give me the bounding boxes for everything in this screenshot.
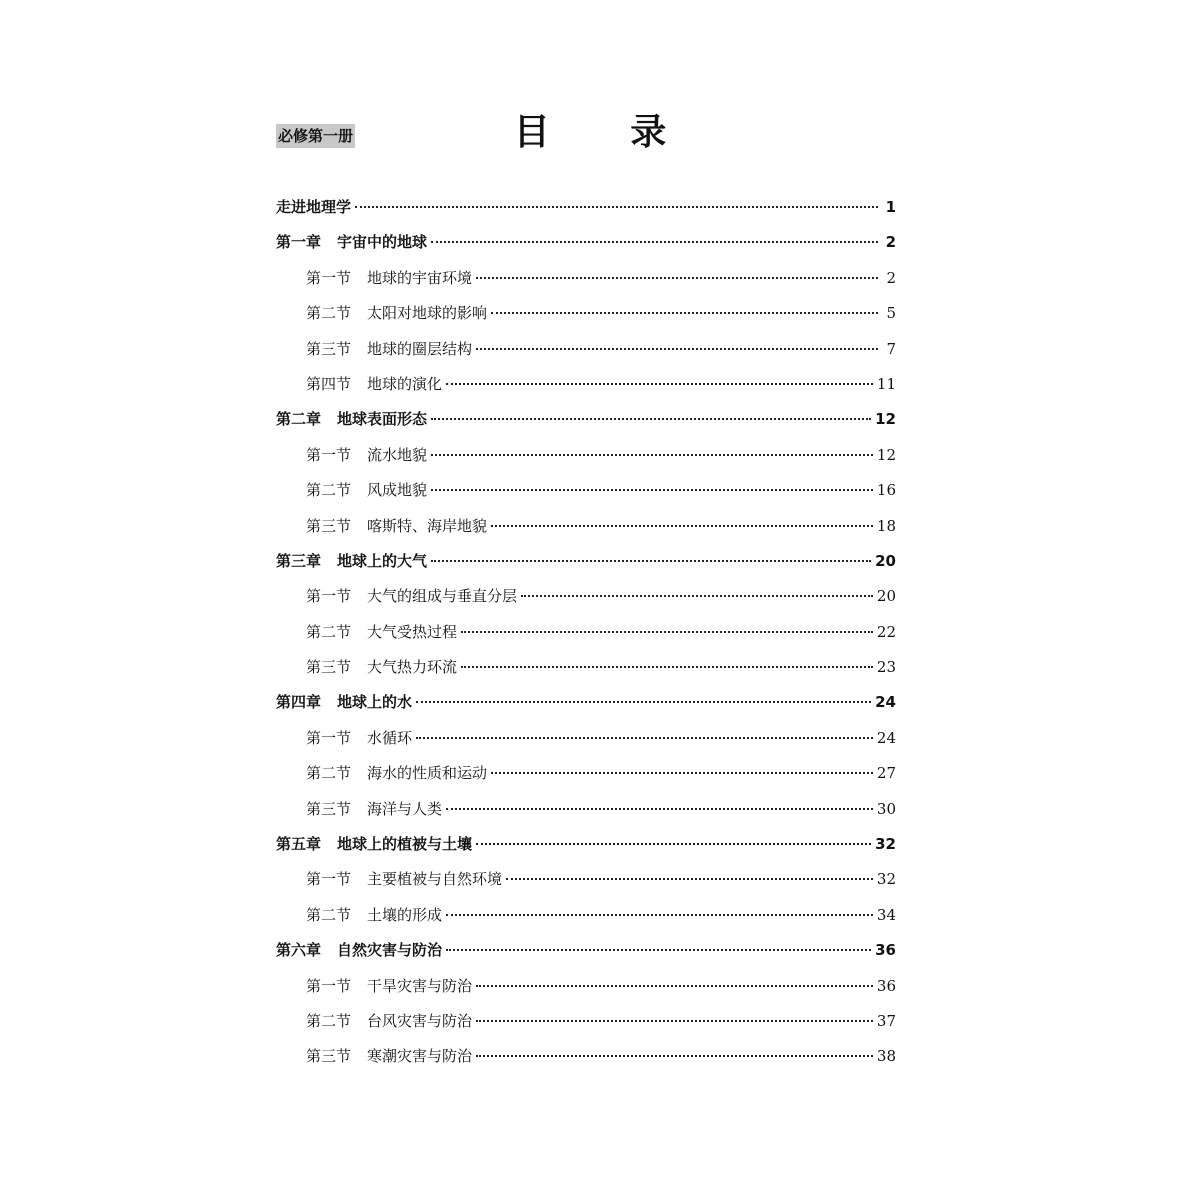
page-title: 目 录 <box>513 112 701 154</box>
toc-chapter-row[interactable] <box>276 933 896 968</box>
dot-leader <box>446 948 871 951</box>
toc-section-row[interactable] <box>276 1039 896 1074</box>
page-number: 7 <box>886 339 896 358</box>
section-title: 大气受热过程 <box>367 622 458 641</box>
dot-leader <box>431 453 873 456</box>
chapter-number: 第五章 <box>276 835 322 854</box>
toc-section-row[interactable] <box>276 756 896 791</box>
section-number: 第二节 <box>306 1011 352 1030</box>
dot-leader <box>431 488 873 491</box>
section-number: 第一节 <box>306 870 352 889</box>
dot-leader <box>476 347 878 350</box>
page-number: 30 <box>876 799 896 818</box>
section-title: 地球的宇宙环境 <box>367 268 473 287</box>
toc-section-row[interactable] <box>276 1004 896 1039</box>
dot-leader <box>431 417 871 420</box>
section-title: 地球的圈层结构 <box>367 339 473 358</box>
section-title: 干旱灾害与防治 <box>367 976 473 995</box>
toc-section-row[interactable] <box>276 898 896 933</box>
section-number: 第二节 <box>306 764 352 783</box>
page-number: 24 <box>876 728 896 747</box>
chapter-number: 第六章 <box>276 941 322 960</box>
page-number: 2 <box>886 268 896 287</box>
dot-leader <box>431 559 871 562</box>
dot-leader <box>491 311 878 314</box>
section-number: 第一节 <box>306 976 352 995</box>
dot-leader <box>476 1019 873 1022</box>
chapter-number: 第一章 <box>276 233 322 252</box>
dot-leader <box>491 524 873 527</box>
section-title: 风成地貌 <box>367 481 428 500</box>
section-title: 大气的组成与垂直分层 <box>367 587 518 606</box>
chapter-title: 地球上的植被与土壤 <box>337 835 473 854</box>
section-number: 第三节 <box>306 516 352 535</box>
section-title: 寒潮灾害与防治 <box>367 1047 473 1066</box>
dot-leader <box>446 807 873 810</box>
page-number: 2 <box>885 233 896 252</box>
section-title: 海洋与人类 <box>367 799 443 818</box>
page-number: 27 <box>876 764 896 783</box>
dot-leader <box>416 736 873 739</box>
chapter-title: 地球上的水 <box>337 693 413 712</box>
table-of-contents <box>276 190 896 1075</box>
dot-leader <box>521 594 873 597</box>
toc-section-row[interactable] <box>276 438 896 473</box>
dot-leader <box>446 382 873 385</box>
toc-chapter-row[interactable] <box>276 225 896 260</box>
section-number: 第一节 <box>306 445 352 464</box>
chapter-title: 地球上的大气 <box>337 551 428 570</box>
section-number: 第二节 <box>306 622 352 641</box>
section-number: 第一节 <box>306 587 352 606</box>
dot-leader <box>446 913 873 916</box>
page-number: 34 <box>876 905 896 924</box>
toc-section-row[interactable] <box>276 615 896 650</box>
page-number: 36 <box>876 976 896 995</box>
section-title: 主要植被与自然环境 <box>367 870 503 889</box>
section-title: 土壤的形成 <box>367 905 443 924</box>
page-number: 5 <box>886 304 896 323</box>
toc-chapter-row[interactable] <box>276 685 896 720</box>
chapter-title: 宇宙中的地球 <box>337 233 428 252</box>
dot-leader <box>476 276 878 279</box>
section-title: 流水地貌 <box>367 445 428 464</box>
page-number: 20 <box>875 551 896 570</box>
toc-section-row[interactable] <box>276 367 896 402</box>
section-title: 太阳对地球的影响 <box>367 304 488 323</box>
dot-leader <box>461 665 873 668</box>
section-number: 第二节 <box>306 304 352 323</box>
page-number: 32 <box>876 870 896 889</box>
dot-leader <box>431 240 878 243</box>
toc-section-row[interactable] <box>276 332 896 367</box>
chapter-title: 走进地理学 <box>276 198 352 216</box>
page-number: 1 <box>885 198 896 216</box>
toc-chapter-row[interactable] <box>276 190 896 225</box>
toc-section-row[interactable] <box>276 296 896 331</box>
toc-chapter-row[interactable] <box>276 544 896 579</box>
dot-leader <box>476 984 873 987</box>
page-number: 38 <box>876 1047 896 1066</box>
section-title: 水循环 <box>367 728 413 747</box>
page-number: 18 <box>876 516 896 535</box>
section-number: 第四节 <box>306 374 352 393</box>
page-number: 37 <box>876 1011 896 1030</box>
chapter-number: 第三章 <box>276 551 322 570</box>
toc-section-row[interactable] <box>276 650 896 685</box>
dot-leader <box>476 1054 873 1057</box>
section-number: 第一节 <box>306 728 352 747</box>
dot-leader <box>461 630 873 633</box>
section-title: 喀斯特、海岸地貌 <box>367 516 488 535</box>
toc-chapter-row[interactable] <box>276 827 896 862</box>
section-number: 第三节 <box>306 799 352 818</box>
page-number: 24 <box>875 693 896 712</box>
toc-chapter-row[interactable] <box>276 402 896 437</box>
dot-leader <box>476 842 871 845</box>
toc-section-row[interactable] <box>276 261 896 296</box>
chapter-title: 地球表面形态 <box>337 410 428 429</box>
section-number: 第三节 <box>306 339 352 358</box>
toc-section-row[interactable] <box>276 579 896 614</box>
page-number: 20 <box>876 587 896 606</box>
chapter-number: 第二章 <box>276 410 322 429</box>
toc-section-row[interactable] <box>276 792 896 827</box>
page-number: 12 <box>876 445 896 464</box>
section-number: 第一节 <box>306 268 352 287</box>
toc-section-row[interactable] <box>276 862 896 897</box>
page-number: 11 <box>876 374 896 393</box>
section-title: 海水的性质和运动 <box>367 764 488 783</box>
section-number: 第二节 <box>306 905 352 924</box>
page-number: 22 <box>876 622 896 641</box>
chapter-number: 第四章 <box>276 693 322 712</box>
section-title: 地球的演化 <box>367 374 443 393</box>
chapter-title: 自然灾害与防治 <box>337 941 443 960</box>
section-number: 第三节 <box>306 1047 352 1066</box>
dot-leader <box>491 771 873 774</box>
toc-section-row[interactable] <box>276 473 896 508</box>
dot-leader <box>506 877 873 880</box>
dot-leader <box>416 700 871 703</box>
page-number: 16 <box>876 481 896 500</box>
volume-label: 必修第一册 <box>276 124 355 148</box>
toc-section-row[interactable] <box>276 721 896 756</box>
toc-section-row[interactable] <box>276 969 896 1004</box>
page-number: 12 <box>875 410 896 429</box>
dot-leader <box>355 205 878 208</box>
toc-section-row[interactable] <box>276 509 896 544</box>
page-number: 36 <box>875 941 896 960</box>
section-title: 大气热力环流 <box>367 658 458 677</box>
section-number: 第三节 <box>306 658 352 677</box>
page-number: 23 <box>876 658 896 677</box>
section-title: 台风灾害与防治 <box>367 1011 473 1030</box>
section-number: 第二节 <box>306 481 352 500</box>
page-number: 32 <box>875 835 896 854</box>
